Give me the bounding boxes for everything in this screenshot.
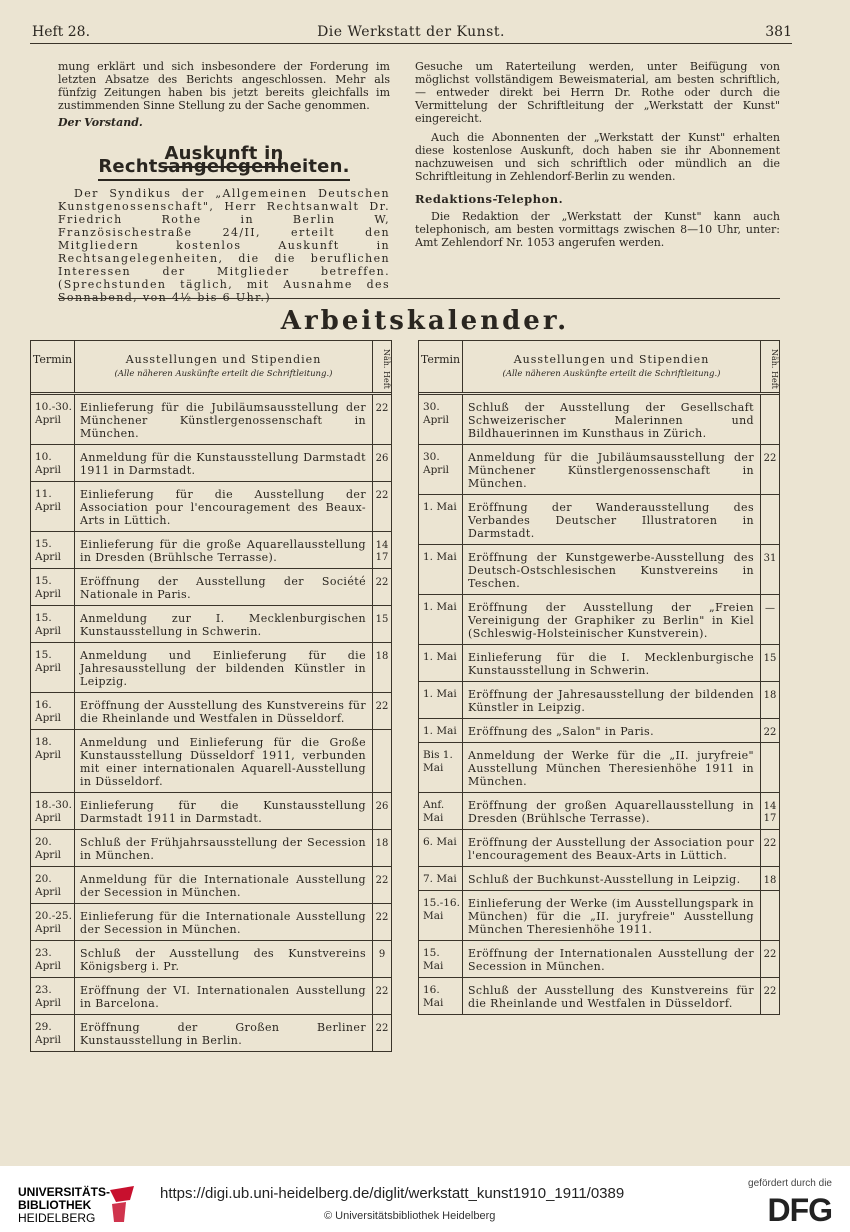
library-line-3: HEIDELBERG: [18, 1211, 96, 1225]
row-text: Eröffnung der Internationalen Ausstellung der Secession in München.: [463, 941, 761, 977]
row-term: 10. April: [31, 445, 75, 481]
row-term: 16. Mai: [419, 978, 463, 1014]
row-term: 20.-25. April: [31, 904, 75, 940]
row-term: 30. April: [419, 395, 463, 444]
row-term: 18.-30. April: [31, 793, 75, 829]
row-issue: [761, 395, 779, 444]
table-row: [31, 643, 391, 693]
row-text: Eröffnung der Kunstgewerbe-Ausstellung des Deutsch-Ostschlesischen Kunstvereins in Teschen.: [463, 545, 761, 594]
row-issue: 26: [375, 453, 389, 464]
row-term: 1. Mai: [419, 645, 463, 681]
row-term: 1. Mai: [419, 595, 463, 644]
row-term: 15. April: [31, 643, 75, 692]
row-term: 20. April: [31, 867, 75, 903]
row-issue: 18: [763, 690, 777, 701]
table-row: [419, 793, 779, 830]
row-issue: 22: [375, 912, 389, 923]
row-issue: [761, 495, 779, 544]
page-number: 381: [765, 24, 792, 40]
row-issue: 15: [375, 614, 389, 625]
row-issue: 22: [375, 403, 389, 414]
table-row: [31, 978, 391, 1015]
permalink-url[interactable]: https://digi.ub.uni-heidelberg.de/diglit/werkstatt_kunst1910_1911/0389: [160, 1185, 625, 1202]
table-row: [31, 693, 391, 730]
row-term: 15. April: [31, 606, 75, 642]
header-term: Termin: [31, 341, 75, 392]
row-text: Eröffnung der Ausstellung der Association pour l'encouragement des Beaux-Arts in Lüttich.: [463, 830, 761, 866]
left-column: [58, 60, 390, 304]
row-issue: 14 17: [763, 801, 777, 824]
table-row: [31, 793, 391, 830]
row-issue: 22: [763, 453, 777, 464]
row-text: Schluß der Ausstellung des Kunstvereins Königsberg i. Pr.: [75, 941, 373, 977]
table-row: [419, 545, 779, 595]
table-row: [31, 445, 391, 482]
row-term: Anf. Mai: [419, 793, 463, 829]
table-row: [31, 941, 391, 978]
library-line-1: UNIVERSITÄTS-: [18, 1185, 111, 1199]
row-issue: 22: [375, 577, 389, 588]
row-term: 16. April: [31, 693, 75, 729]
row-issue: 22: [375, 986, 389, 997]
section-heading: Auskunft in Rechtsangelegenheiten.: [58, 147, 390, 173]
library-emblem-icon: [106, 1184, 140, 1224]
row-issue: 22: [375, 1023, 389, 1034]
row-text: Anmeldung für die Kunstausstellung Darmstadt 1911 in Darmstadt.: [75, 445, 373, 481]
row-term: 7. Mai: [419, 867, 463, 890]
table-row: [31, 904, 391, 941]
row-text: Eröffnung der Wanderausstellung des Verbandes Deutscher Illustratoren in Darmstadt.: [463, 495, 761, 544]
header-issue: Näh. Heft: [770, 348, 779, 389]
table-row: [31, 606, 391, 643]
row-term: 1. Mai: [419, 682, 463, 718]
row-text: Einlieferung für die Ausstellung der Association pour l'encouragement des Beaux-Arts in Lüttich.: [75, 482, 373, 531]
table-row: [31, 830, 391, 867]
table-row: [419, 830, 779, 867]
divider: [58, 298, 780, 299]
row-issue: 18: [375, 838, 389, 849]
row-text: Einlieferung für die große Aquarellausstellung in Dresden (Brühlsche Terrasse).: [75, 532, 373, 568]
table-row: [419, 719, 779, 743]
row-text: Eröffnung der VI. Internationalen Ausstellung in Barcelona.: [75, 978, 373, 1014]
dfg-logo[interactable]: DFG: [767, 1192, 832, 1228]
paragraph-1: Gesuche um Raterteilung werden, unter Beifügung von möglichst vollständigem Beweismaterial, am besten schriftlich, — entweder direkt bei Herrn Dr. Rothe oder durch die Vermittelung der Schriftleitung der „Werkstatt der Kunst" eingereicht.: [415, 60, 780, 125]
row-text: Anmeldung und Einlieferung für die Große Kunstausstellung Düsseldorf 1911, verbunden mit einer internationalen Aquarell-Ausstellung in Düsseldorf.: [75, 730, 373, 792]
library-logo[interactable]: [18, 1182, 178, 1226]
row-text: Anmeldung der Werke für die „II. juryfreie" Ausstellung München Theresienhöhe 1911 in München.: [463, 743, 761, 792]
row-issue: [761, 891, 779, 940]
calendar-table-left: [30, 340, 392, 1052]
table-row: [419, 743, 779, 793]
table-row: [419, 595, 779, 645]
row-term: 1. Mai: [419, 719, 463, 742]
sub-heading: Redaktions-Telephon.: [415, 192, 564, 206]
row-term: 29. April: [31, 1015, 75, 1051]
row-term: 10.-30. April: [31, 395, 75, 444]
row-term: 23. April: [31, 941, 75, 977]
row-issue: 22: [763, 838, 777, 849]
row-issue: 26: [375, 801, 389, 812]
row-term: 6. Mai: [419, 830, 463, 866]
row-text: Schluß der Ausstellung des Kunstvereins für die Rheinlande und Westfalen in Düsseldorf.: [463, 978, 761, 1014]
calendar-title: Arbeitskalender.: [280, 306, 570, 336]
row-term: 20. April: [31, 830, 75, 866]
row-text: Eröffnung der Ausstellung der „Freien Vereinigung der Graphiker zu Berlin" in Kiel (Schleswig-Holsteinischer Kunstverein).: [463, 595, 761, 644]
paragraph-2: Auch die Abonnenten der „Werkstatt der Kunst" erhalten diese kostenlose Auskunft, doch haben sie ihr Abonnement nachzuweisen und sich schriftlich oder mündlich an die Schriftleitung in Zehlendorf-Berlin zu wenden.: [415, 131, 780, 183]
table-header: [419, 341, 779, 395]
table-row: [31, 730, 391, 793]
header-title: Ausstellungen und Stipendien (Alle näheren Auskünfte erteilt die Schriftleitung.): [463, 341, 761, 392]
paragraph-3: Die Redaktion der „Werkstatt der Kunst" kann auch telephonisch, am besten vormittags zwischen 8—10 Uhr, unter: Amt Zehlendorf Nr. 1053 angerufen werden.: [415, 210, 780, 249]
row-issue: 18: [375, 651, 389, 662]
right-column: [415, 60, 780, 249]
row-text: Einlieferung der Werke (im Ausstellungspark in München) für die „II. juryfreie" Ausstellung München Theresienhöhe 1911.: [463, 891, 761, 940]
row-text: Eröffnung der großen Aquarellausstellung in Dresden (Brühlsche Terrasse).: [463, 793, 761, 829]
header-issue: Näh. Heft: [382, 348, 391, 389]
row-term: Bis 1. Mai: [419, 743, 463, 792]
table-row: [31, 482, 391, 532]
row-text: Schluß der Buchkunst-Ausstellung in Leipzig.: [463, 867, 761, 890]
signature: Der Vorstand.: [58, 116, 143, 129]
row-term: 30. April: [419, 445, 463, 494]
row-issue: 22: [375, 875, 389, 886]
row-text: Eröffnung der Ausstellung des Kunstvereins für die Rheinlande und Westfalen in Düsseldorf.: [75, 693, 373, 729]
row-text: Anmeldung für die Internationale Ausstellung der Secession in München.: [75, 867, 373, 903]
row-issue: 18: [763, 875, 777, 886]
row-text: Eröffnung der Großen Berliner Kunstausstellung in Berlin.: [75, 1015, 373, 1051]
row-issue: 22: [763, 949, 777, 960]
row-term: 15.-16. Mai: [419, 891, 463, 940]
row-text: Anmeldung zur I. Mecklenburgischen Kunstausstellung in Schwerin.: [75, 606, 373, 642]
row-term: 11. April: [31, 482, 75, 531]
table-header: [31, 341, 391, 395]
row-text: Eröffnung der Jahresausstellung der bildenden Künstler in Leipzig.: [463, 682, 761, 718]
table-row: [419, 495, 779, 545]
row-issue: 31: [763, 553, 777, 564]
row-issue: 22: [763, 986, 777, 997]
copyright-notice: © Universitätsbibliothek Heidelberg: [324, 1210, 496, 1222]
row-term: 15. Mai: [419, 941, 463, 977]
row-text: Einlieferung für die Internationale Ausstellung der Secession in München.: [75, 904, 373, 940]
row-text: Anmeldung für die Jubiläumsausstellung der Münchener Künstlergenossenschaft in München.: [463, 445, 761, 494]
header-term: Termin: [419, 341, 463, 392]
running-head: [30, 22, 792, 44]
intro-paragraph: mung erklärt und sich insbesondere der Forderung im letzten Absatze des Berichts angeschlossen. Mehr als fünfzig Zeitungen haben bis jetzt bereits gleichfalls im zustimmenden Sinne Stellung zu der Sache genommen.: [58, 60, 390, 112]
row-term: 15. April: [31, 569, 75, 605]
footer: [0, 1166, 850, 1232]
table-row: [31, 532, 391, 569]
row-text: Anmeldung und Einlieferung für die Jahresausstellung der bildenden Künstler in Leipzig.: [75, 643, 373, 692]
table-row: [31, 1015, 391, 1051]
row-issue: 22: [375, 701, 389, 712]
table-row: [31, 569, 391, 606]
header-title: Ausstellungen und Stipendien (Alle näheren Auskünfte erteilt die Schriftleitung.): [75, 341, 373, 392]
table-row: [419, 682, 779, 719]
table-row: [31, 867, 391, 904]
table-row: [419, 941, 779, 978]
table-row: [419, 645, 779, 682]
row-term: 1. Mai: [419, 545, 463, 594]
row-issue: —: [765, 603, 775, 614]
library-line-2: BIBLIOTHEK: [18, 1198, 92, 1212]
row-term: 1. Mai: [419, 495, 463, 544]
row-issue: 22: [763, 727, 777, 738]
row-term: 15. April: [31, 532, 75, 568]
row-text: Schluß der Frühjahrsausstellung der Secession in München.: [75, 830, 373, 866]
row-issue: 14 17: [375, 540, 389, 563]
journal-title: Die Werkstatt der Kunst.: [317, 24, 505, 40]
row-issue: [373, 730, 391, 792]
table-row: [419, 978, 779, 1014]
calendar-table-right: [418, 340, 780, 1015]
row-issue: 9: [378, 949, 386, 960]
row-text: Einlieferung für die Jubiläumsausstellung der Münchener Künstlergenossenschaft in München.: [75, 395, 373, 444]
row-issue: [761, 743, 779, 792]
table-row: [419, 445, 779, 495]
row-text: Schluß der Ausstellung der Gesellschaft Schweizerischer Malerinnen und Bildhauerinnen im Kunsthaus in Zürich.: [463, 395, 761, 444]
row-issue: 15: [763, 653, 777, 664]
table-row: [31, 395, 391, 445]
row-issue: 22: [375, 490, 389, 501]
table-row: [419, 867, 779, 891]
row-text: Eröffnung des „Salon" in Paris.: [463, 719, 761, 742]
issue-number: Heft 28.: [32, 24, 91, 40]
row-text: Einlieferung für die I. Mecklenburgische Kunstausstellung in Schwerin.: [463, 645, 761, 681]
table-row: [419, 891, 779, 941]
legal-advice-paragraph: Der Syndikus der „Allgemeinen Deutschen Kunstgenossenschaft", Herr Rechtsanwalt Dr. Friedrich Rothe in Berlin W, Französischestraße 24/II, erteilt den Mitgliedern kostenlos Auskunft in Rechtsangelegenheiten, die die beruflichen Interessen der Mitglieder betreffen. (Sprechstunden täglich, mit Ausnahme des Sonnabend, von 4½ bis 6 Uhr.): [58, 187, 390, 304]
row-term: 18. April: [31, 730, 75, 792]
row-text: Eröffnung der Ausstellung der Société Nationale in Paris.: [75, 569, 373, 605]
funding-note: gefördert durch die: [748, 1178, 832, 1189]
row-text: Einlieferung für die Kunstausstellung Darmstadt 1911 in Darmstadt.: [75, 793, 373, 829]
row-term: 23. April: [31, 978, 75, 1014]
table-row: [419, 395, 779, 445]
